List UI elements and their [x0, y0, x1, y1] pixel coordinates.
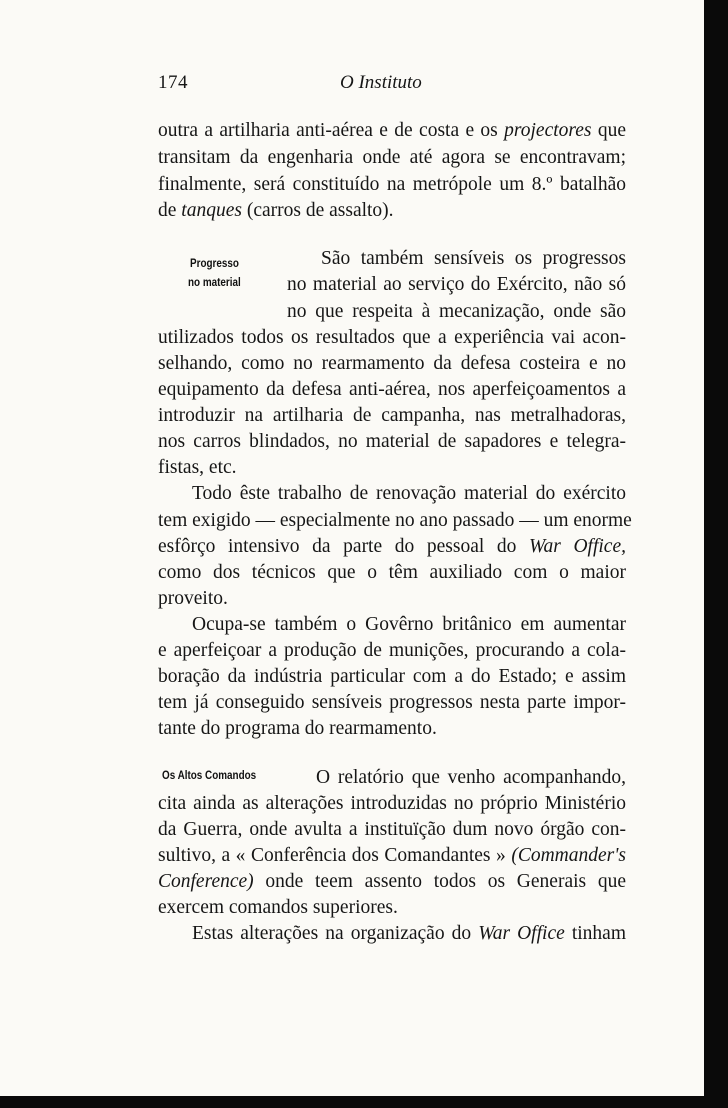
- text-line: fistas, etc.: [158, 457, 237, 478]
- text-line: tem exigido — especialmente no ano passado — um enorme: [158, 510, 632, 531]
- text-line: de tanques (carros de assalto).: [158, 200, 394, 221]
- marginal-note-line: no material: [188, 277, 241, 289]
- text-line: outra a artilharia anti-aérea e de costa e os projectores que: [158, 120, 626, 141]
- text-line: finalmente, será constituído na metrópole um 8.º batalhão: [158, 174, 626, 195]
- text-line: O relatório que venho acompanhando,: [316, 767, 626, 788]
- text-line: nos carros blindados, no material de sapadores e telegra-: [158, 431, 626, 452]
- text-line: tante do programa do rearmamento.: [158, 718, 437, 739]
- italic-term: Conference): [158, 871, 254, 892]
- italic-term: War Office: [478, 923, 565, 944]
- text-line: Estas alterações na organização do War Office tinham: [192, 923, 626, 944]
- text-line: esfôrço intensivo da parte do pessoal do War Office,: [158, 536, 626, 557]
- text-line: da Guerra, onde avulta a instituïção dum novo órgão con-: [158, 819, 626, 840]
- text-line: no que respeita à mecanização, onde são: [287, 301, 626, 322]
- text-line: boração da indústria particular com a do Estado; e assim: [158, 666, 626, 687]
- running-head: O Instituto: [340, 72, 422, 93]
- scan-edge-right: [704, 0, 728, 1108]
- text-line: selhando, como no rearmamento da defesa costeira e no: [158, 353, 626, 374]
- text-line: e aperfeiçoar a produção de munições, procurando a cola-: [158, 640, 626, 661]
- text-line: Todo êste trabalho de renovação material do exército: [192, 483, 626, 504]
- text-line: cita ainda as alterações introduzidas no próprio Ministério: [158, 793, 626, 814]
- text-line: equipamento da defesa anti-aérea, nos aperfeiçoamentos a: [158, 379, 626, 400]
- text-line: Conference) onde teem assento todos os Generais que: [158, 871, 626, 892]
- text-line: exercem comandos superiores.: [158, 897, 398, 918]
- text-line: como dos técnicos que o têm auxiliado com o maior: [158, 562, 626, 583]
- marginal-note-line: Os Altos Comandos: [162, 770, 257, 782]
- marginal-note-line: Progresso: [190, 258, 239, 270]
- text-line: transitam da engenharia onde até agora se encontravam;: [158, 147, 626, 168]
- italic-term: tanques: [181, 200, 242, 221]
- scan-edge-bottom: [0, 1096, 728, 1108]
- text-line: no material ao serviço do Exército, não só: [287, 274, 626, 295]
- text-line: introduzir na artilharia de campanha, nas metralhadoras,: [158, 405, 626, 426]
- text-line: tem já conseguido sensíveis progressos nesta parte impor-: [158, 692, 626, 713]
- text-line: proveito.: [158, 588, 228, 609]
- italic-term: War Office,: [529, 536, 626, 557]
- text-line: Ocupa-se também o Govêrno britânico em aumentar: [192, 614, 626, 635]
- italic-term: projectores: [504, 120, 592, 141]
- page-number: 174: [158, 72, 188, 93]
- text-line: São também sensíveis os progressos: [321, 248, 626, 269]
- text-line: sultivo, a « Conferência dos Comandantes » (Commander's: [158, 845, 626, 866]
- italic-term: (Commander's: [511, 845, 626, 866]
- text-line: utilizados todos os resultados que a experiência vai acon-: [158, 327, 626, 348]
